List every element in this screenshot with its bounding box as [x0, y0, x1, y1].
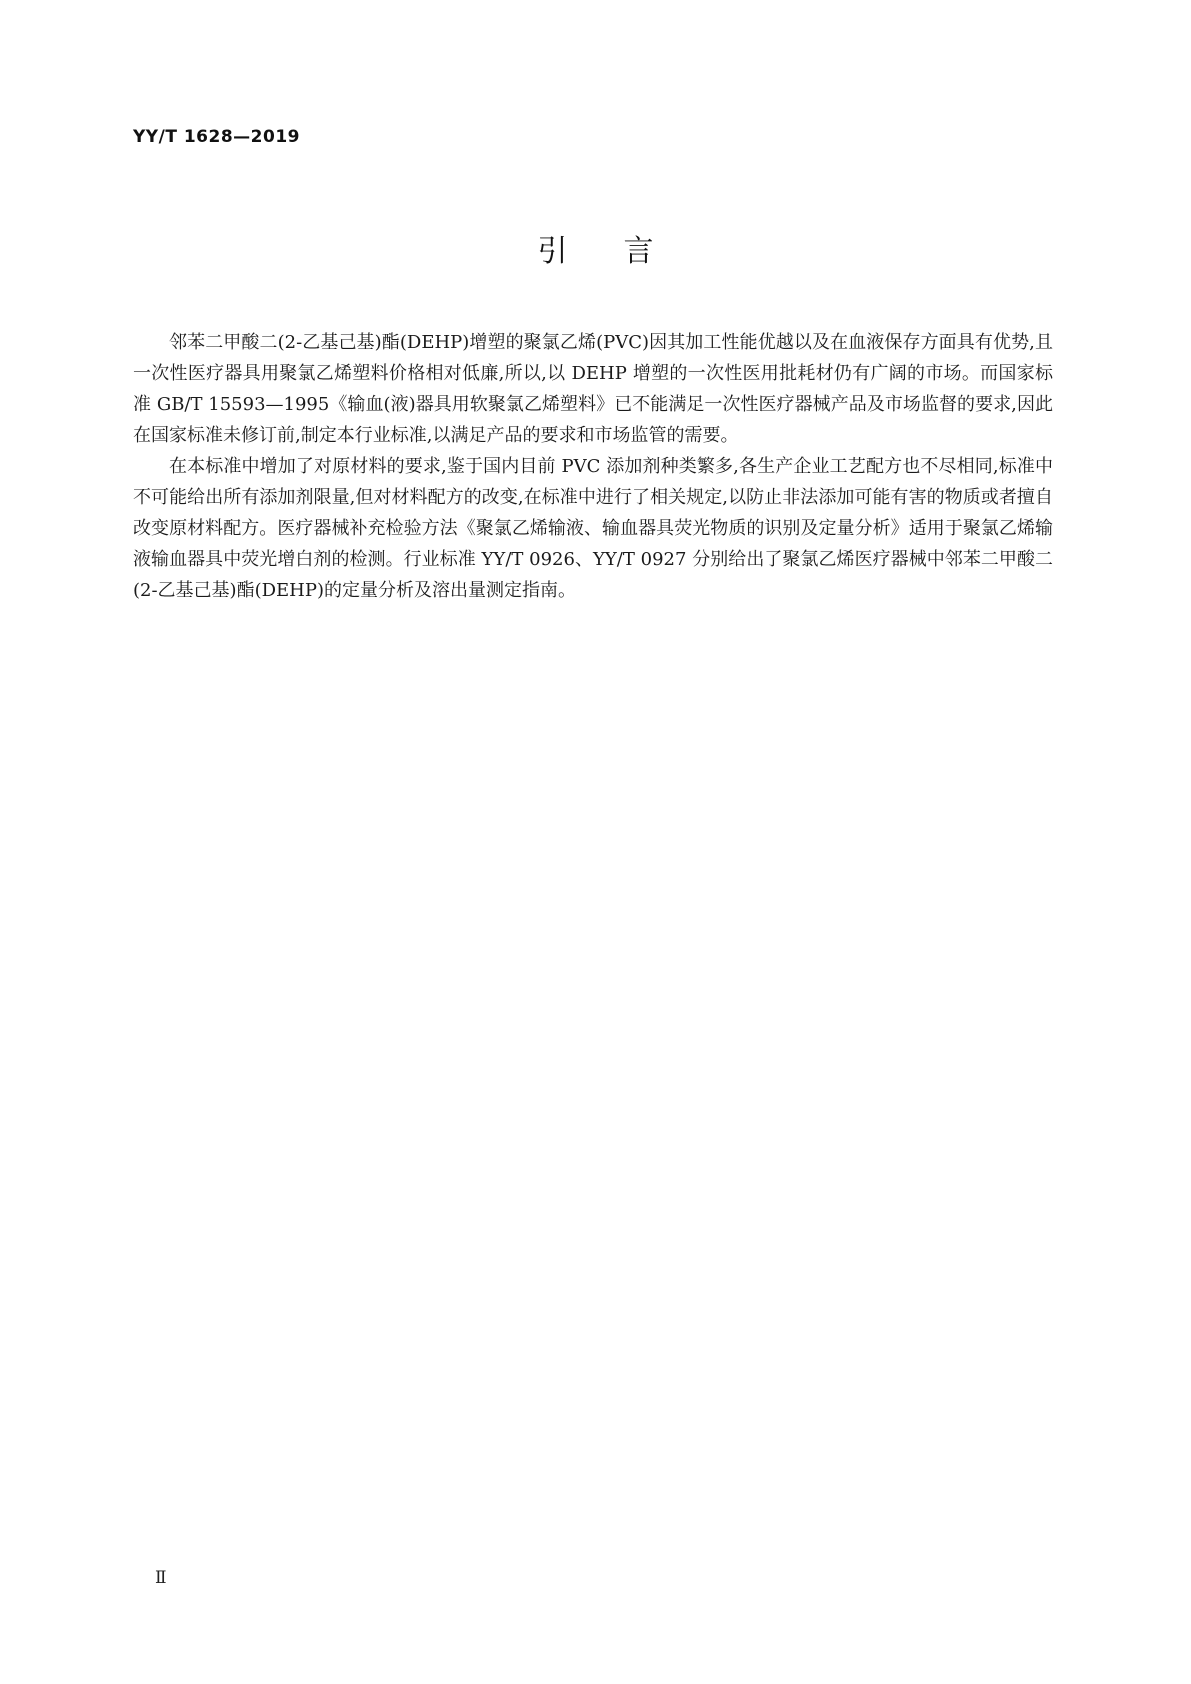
paragraph: 邻苯二甲酸二(2-乙基己基)酯(DEHP)增塑的聚氯乙烯(PVC)因其加工性能优越以及在血液保存方面具有优势,且一次性医疗器具用聚氯乙烯塑料价格相对低廉,所以,以 DEHP 增塑的一次性医用批耗材仍有广阔的市场。而国家标准 GB/T 15593—1995《输血(液)器具用软聚氯乙烯塑料》已不能满足一次性医疗器械产品及市场监督的要求,因此在国家标准未修订前,制定本行业标准,以满足产品的要求和市场监管的需要。 — [133, 332, 1053, 446]
introduction-body — [133, 327, 1053, 606]
page-title: 引言 — [537, 234, 710, 269]
page-number: Ⅱ — [155, 1568, 167, 1588]
paragraph: 在本标准中增加了对原材料的要求,鉴于国内目前 PVC 添加剂种类繁多,各生产企业工艺配方也不尽相同,标准中不可能给出所有添加剂限量,但对材料配方的改变,在标准中进行了相关规定,以防止非法添加可能有害的物质或者擅自改变原材料配方。医疗器械补充检验方法《聚氯乙烯输液、输血器具荧光物质的识别及定量分析》适用于聚氯乙烯输液输血器具中荧光增白剂的检测。行业标准 YY/T 0926、YY/T 0927 分别给出了聚氯乙烯医疗器械中邻苯二甲酸二(2-乙基己基)酯(DEHP)的定量分析及溶出量测定指南。 — [133, 456, 1053, 601]
standard-number: YY/T 1628—2019 — [133, 127, 300, 147]
